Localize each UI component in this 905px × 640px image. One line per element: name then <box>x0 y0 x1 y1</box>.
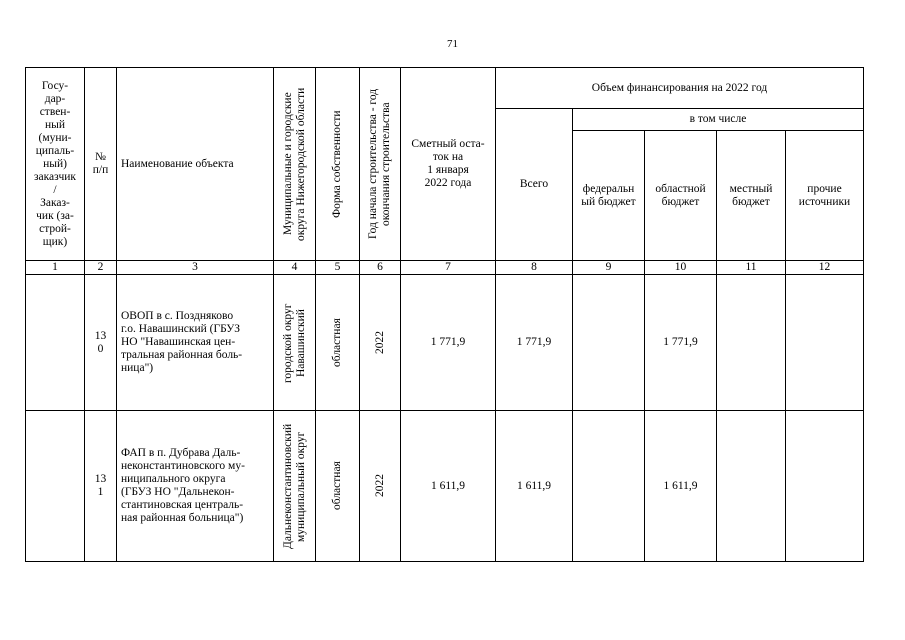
other <box>786 275 864 411</box>
header-other: прочие источники <box>786 131 864 261</box>
header-including: в том числе <box>573 109 864 131</box>
years: 2022 <box>360 411 401 562</box>
local <box>717 411 786 562</box>
object-name: ОВОП в с. Поздняково г.о. Навашинский (ГБУЗ НО "Навашинская цен- тральная районная боль- ница") <box>117 275 274 411</box>
col-number: 11 <box>717 261 786 275</box>
header-total: Всего <box>496 109 573 261</box>
local <box>717 275 786 411</box>
row-number: 13 0 <box>85 275 117 411</box>
table-row <box>26 411 864 562</box>
col-number: 4 <box>274 261 316 275</box>
header-object-name: Наименование объекта <box>117 68 274 261</box>
header-federal: федеральн ый бюджет <box>573 131 645 261</box>
balance: 1 611,9 <box>401 411 496 562</box>
col-number: 3 <box>117 261 274 275</box>
ownership: областная <box>316 411 360 562</box>
table-row <box>26 275 864 411</box>
header-financing: Объем финансирования на 2022 год <box>496 68 864 109</box>
header-local: местный бюджет <box>717 131 786 261</box>
regional: 1 771,9 <box>645 275 717 411</box>
col-number: 10 <box>645 261 717 275</box>
col-number: 12 <box>786 261 864 275</box>
header-ownership: Форма собственности <box>316 68 360 261</box>
col-number: 6 <box>360 261 401 275</box>
page-number: 71 <box>447 38 458 50</box>
col-number: 7 <box>401 261 496 275</box>
district: Дальнеконстантиновский муниципальный округ <box>274 411 316 562</box>
row-number: 13 1 <box>85 411 117 562</box>
header-district: Муниципальные и городские округа Нижегородской области <box>274 68 316 261</box>
regional: 1 611,9 <box>645 411 717 562</box>
other <box>786 411 864 562</box>
district: городской округ Навашинский <box>274 275 316 411</box>
header-balance: Сметный оста- ток на 1 января 2022 года <box>401 68 496 261</box>
header-regional: областной бюджет <box>645 131 717 261</box>
column-numbers-row <box>26 261 864 275</box>
header-num: № п/п <box>85 68 117 261</box>
col-number: 8 <box>496 261 573 275</box>
col-number: 5 <box>316 261 360 275</box>
balance: 1 771,9 <box>401 275 496 411</box>
financing-table <box>25 67 864 562</box>
customer-cell <box>26 411 85 562</box>
col-number: 1 <box>26 261 85 275</box>
total: 1 611,9 <box>496 411 573 562</box>
customer-cell <box>26 275 85 411</box>
header-customer: Госу- дар- ствен- ный (муни- ципаль- ный) заказчик / Заказ- чик (за- строй- щик) <box>26 68 85 261</box>
federal <box>573 275 645 411</box>
ownership: областная <box>316 275 360 411</box>
col-number: 2 <box>85 261 117 275</box>
object-name: ФАП в п. Дубрава Даль- неконстантиновского му- ниципального округа (ГБУЗ НО "Дальнекон- стантиновская централь- ная районная больница") <box>117 411 274 562</box>
col-number: 9 <box>573 261 645 275</box>
total: 1 771,9 <box>496 275 573 411</box>
years: 2022 <box>360 275 401 411</box>
header-years: Год начала строительства - год окончания строительства <box>360 68 401 261</box>
federal <box>573 411 645 562</box>
